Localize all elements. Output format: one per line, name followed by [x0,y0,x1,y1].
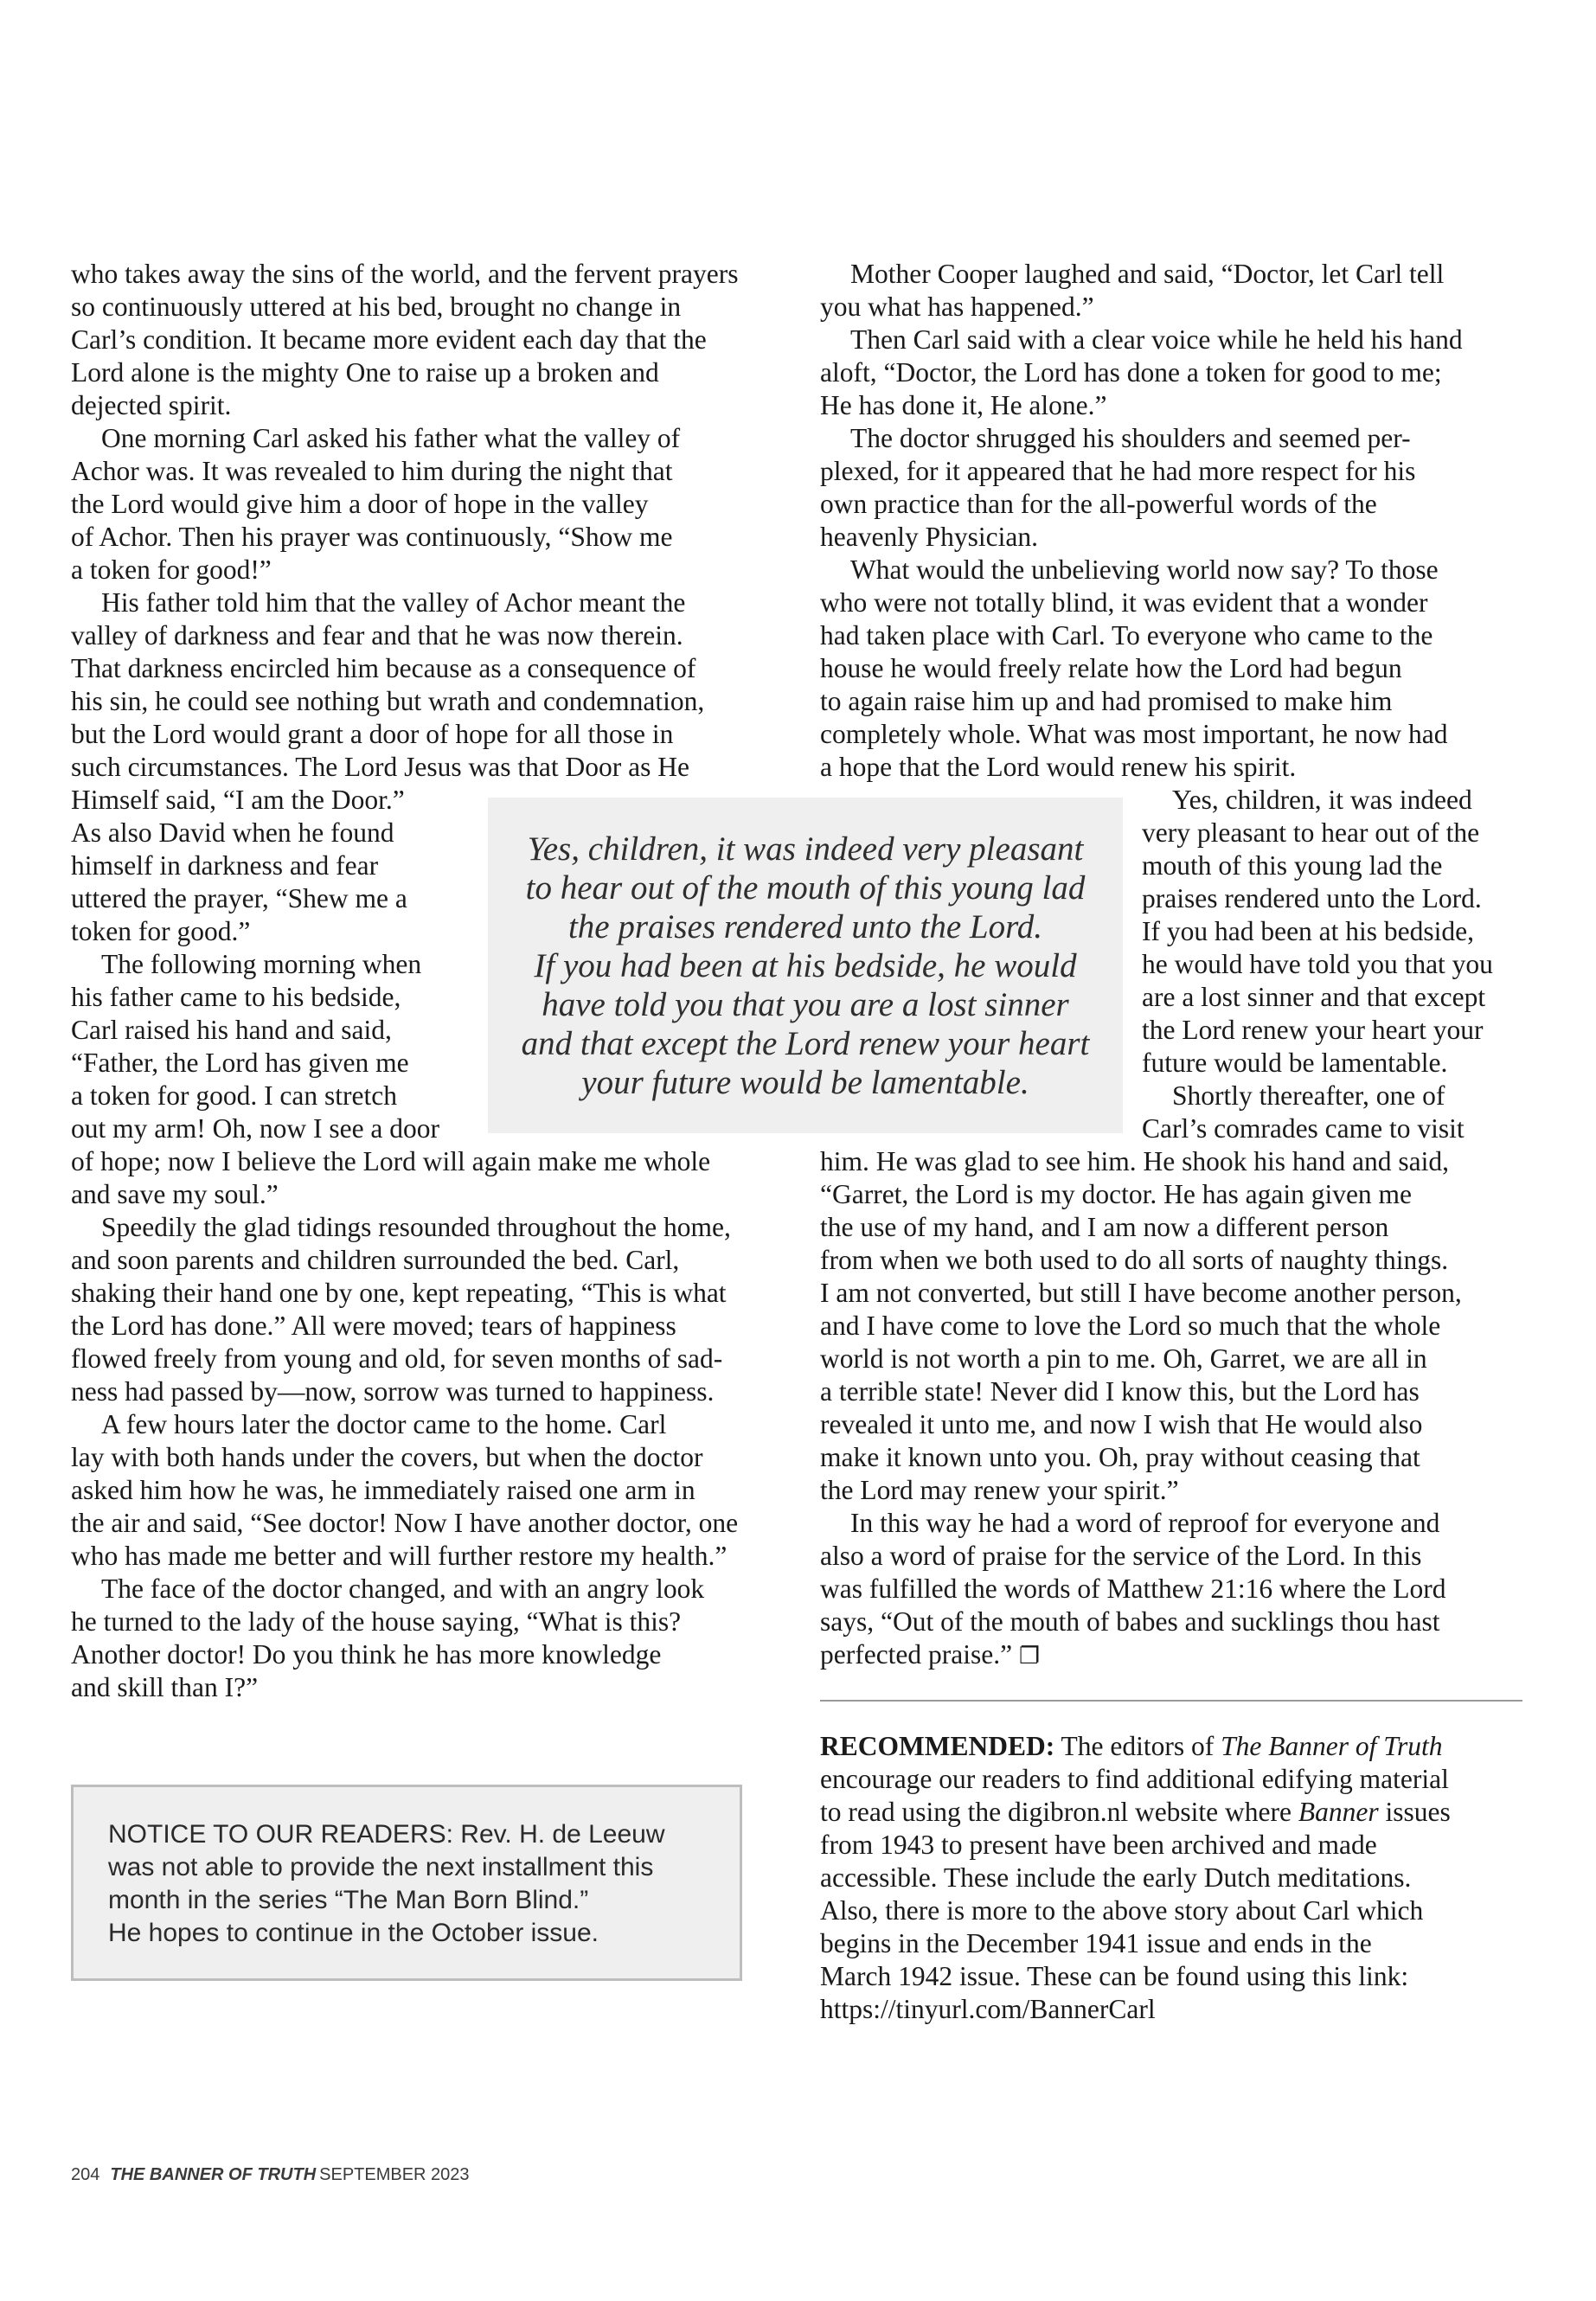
pull-quote-line: If you had been at his bedside, he would [534,946,1077,984]
text-line: Carl’s comrades came to visit [1142,1113,1465,1144]
notice-line: He hopes to continue in the October issue. [108,1919,599,1947]
pull-quote-line: have told you that you are a lost sinner [542,985,1069,1023]
text-line: the Lord may renew your spirit.” [820,1475,1179,1505]
paragraph [820,422,1535,554]
text-line: house he would freely relate how the Lord had begun [820,653,1402,683]
text-line: Shortly thereafter, one of [1172,1080,1445,1111]
text-line: a hope that the Lord would renew his spirit. [820,752,1297,782]
text-line: but the Lord would grant a door of hope for all those in [71,719,674,749]
text-line: the air and said, “See doctor! Now I have another doctor, one [71,1508,739,1538]
text-line: “Garret, the Lord is my doctor. He has again given me [820,1179,1413,1209]
magazine-name: THE BANNER OF TRUTH [110,2165,317,2184]
publication-title: The Banner of Truth [1221,1731,1443,1761]
text-line: his father came to his bedside, [71,982,401,1012]
text-line: plexed, for it appeared that he had more respect for his [820,456,1416,486]
text-line: valley of darkness and fear and that he was now therein. [71,620,683,651]
text-line: so continuously uttered at his bed, brought no change in [71,292,682,322]
pull-quote-line: Yes, children, it was indeed very pleasant [527,830,1084,868]
text-line: are a lost sinner and that except [1142,982,1486,1012]
text-line: and skill than I?” [71,1672,259,1702]
text-line: and save my soul.” [71,1179,279,1209]
text-line: him. He was glad to see him. He shook his hand and said, [820,1146,1450,1176]
paragraph [71,258,791,422]
text-line: he turned to the lady of the house saying, “What is this? [71,1606,682,1637]
text-line: Achor was. It was revealed to him during the night that [71,456,673,486]
text-line: Carl raised his hand and said, [71,1015,392,1045]
text-line: to again raise him up and had promised to make him [820,686,1393,716]
text-line: from 1943 to present have been archived and made [820,1830,1377,1860]
text-line: the Lord renew your heart your [1142,1015,1484,1045]
text-line: Speedily the glad tidings resounded throughout the home, [101,1212,731,1242]
text-line: a terrible state! Never did I know this, but the Lord has [820,1376,1420,1407]
text-line: own practice than for the all-powerful words of the [820,489,1377,519]
text-line: flowed freely from young and old, for seven months of sad- [71,1343,723,1374]
notice-line: NOTICE TO OUR READERS: Rev. H. de Leeuw [108,1820,665,1849]
notice-line: was not able to provide the next installment this [108,1853,654,1881]
text-line: also a word of praise for the service of the Lord. In this [820,1541,1422,1571]
text-line: Lord alone is the mighty One to raise up a broken and [71,357,659,388]
pull-quote-box [488,798,1123,1133]
pull-quote-line: and that except the Lord renew your heart [521,1024,1090,1062]
text-line: token for good.” [71,916,251,946]
text-line: who were not totally blind, it was evident that a wonder [820,587,1428,618]
text-line: and I have come to love the Lord so much that the whole [820,1311,1441,1341]
text-line: himself in darkness and fear [71,850,379,881]
text-line: I am not converted, but still I have become another person, [820,1278,1462,1308]
text-line: heavenly Physician. [820,522,1038,552]
paragraph [820,554,1535,784]
text-line: his sin, he could see nothing but wrath and condemnation, [71,686,705,716]
text-line: In this way he had a word of reproof for everyone and [850,1508,1440,1538]
issue-date: SEPTEMBER 2023 [319,2165,470,2184]
text-line: Carl’s condition. It became more evident each day that the [71,324,707,355]
text-line: revealed it unto me, and now I wish that He would also [820,1409,1423,1439]
text-line [820,1796,1535,1829]
text-line: of Achor. Then his prayer was continuously, “Show me [71,522,673,552]
text-line: dejected spirit. [71,390,232,420]
text-line: Himself said, “I am the Door.” [71,785,405,815]
text-line: Yes, children, it was indeed [1172,785,1472,815]
text-line: Then Carl said with a clear voice while he held his hand [850,324,1463,355]
text-line: The face of the doctor changed, and with an angry look [101,1574,705,1604]
text-line: the Lord would give him a door of hope in the valley [71,489,649,519]
text-line: make it known unto you. Oh, pray without ceasing that [820,1442,1420,1472]
text-line: out my arm! Oh, now I see a door [71,1113,440,1144]
text-line: A few hours later the doctor came to the home. Carl [101,1409,667,1439]
text-line: What would the unbelieving world now say? To those [850,554,1439,585]
paragraph [71,1408,791,1573]
text-line: lay with both hands under the covers, but when the doctor [71,1442,703,1472]
text-line: uttered the prayer, “Shew me a [71,883,407,913]
text-line: That darkness encircled him because as a consequence of [71,653,696,683]
text-line: Mother Cooper laughed and said, “Doctor, let Carl tell [850,259,1445,289]
text-line: Another doctor! Do you think he has more knowledge [71,1639,662,1670]
text-line: a token for good. I can stretch [71,1080,397,1111]
text-line: from when we both used to do all sorts of naughty things. [820,1245,1449,1275]
pull-quote-line: to hear out of the mouth of this young lad [525,868,1086,907]
text-line: the use of my hand, and I am now a different person [820,1212,1389,1242]
page-footer [71,2165,470,2185]
recommended-label: RECOMMENDED: [820,1731,1055,1761]
text-line: If you had been at his bedside, [1142,916,1475,946]
paragraph [71,422,791,586]
text-line: aloft, “Doctor, the Lord has done a token for good to me; [820,357,1442,388]
text-line: you what has happened.” [820,292,1094,322]
text-line: who takes away the sins of the world, and the fervent prayers [71,259,739,289]
text-line: who has made me better and will further restore my health.” [71,1541,727,1571]
pull-quote-line: your future would be lamentable. [581,1063,1029,1101]
text-line: The following morning when [101,949,422,979]
text-line: The doctor shrugged his shoulders and seemed per- [850,423,1411,453]
text-line: and soon parents and children surrounded the bed. Carl, [71,1245,680,1275]
notice-line: month in the series “The Man Born Blind.” [108,1886,589,1914]
text-line: “Father, the Lord has given me [71,1048,409,1078]
text-line: shaking their hand one by one, kept repeating, “This is what [71,1278,727,1308]
section-divider [820,1700,1522,1702]
text-line: March 1942 issue. These can be found using this link: [820,1961,1409,1991]
notice-box [71,1785,742,1981]
text-line: such circumstances. The Lord Jesus was that Door as He [71,752,689,782]
text-fragment: The editors of [1054,1731,1221,1761]
text-line: a token for good!” [71,554,272,585]
page-number: 204 [71,2165,100,2184]
recommended-section [820,1730,1535,2026]
text-line: very pleasant to hear out of the [1142,817,1480,848]
text-line: One morning Carl asked his father what the valley of [101,423,681,453]
text-fragment: issues [1378,1797,1451,1827]
text-fragment: perfected praise.” [820,1639,1013,1670]
paragraph [71,1211,791,1408]
text-line: he would have told you that you [1142,949,1493,979]
text-line: the Lord has done.” All were moved; tears of happiness [71,1311,676,1341]
text-line: world is not worth a pin to me. Oh, Garret, we are all in [820,1343,1427,1374]
paragraph [71,1573,791,1704]
text-line: He has done it, He alone.” [820,390,1107,420]
paragraph [820,324,1535,422]
text-line: begins in the December 1941 issue and ends in the [820,1928,1372,1958]
text-line: of hope; now I believe the Lord will again make me whole [71,1146,711,1176]
link-url[interactable]: https://tinyurl.com/BannerCarl [820,1994,1156,2024]
text-line: His father told him that the valley of Achor meant the [101,587,686,618]
pull-quote-line: the praises rendered unto the Lord. [567,907,1043,945]
text-line [820,1730,1535,1763]
text-line: ness had passed by—now, sorrow was turned to happiness. [71,1376,715,1407]
end-mark-icon: ❐ [1018,1643,1041,1670]
paragraph [820,258,1535,324]
text-fragment: to read using the digibron.nl website where [820,1797,1298,1827]
text-line: asked him how he was, he immediately raised one arm in [71,1475,695,1505]
text-line: had taken place with Carl. To everyone who came to the [820,620,1433,651]
publication-title: Banner [1298,1797,1379,1827]
paragraph [820,1080,1535,1507]
text-line: was fulfilled the words of Matthew 21:16 where the Lord [820,1574,1446,1604]
pull-quote-text [522,830,1090,1102]
text-line: future would be lamentable. [1142,1048,1448,1078]
text-line: mouth of this young lad the [1142,850,1443,881]
text-line: completely whole. What was most important, he now had [820,719,1448,749]
text-line: encourage our readers to find additional edifying material [820,1764,1449,1794]
text-line: accessible. These include the early Dutch meditations. [820,1862,1412,1893]
paragraph [820,1507,1535,1673]
text-line: Also, there is more to the above story about Carl which [820,1895,1424,1926]
text-line: praises rendered unto the Lord. [1142,883,1482,913]
text-line: As also David when he found [71,817,394,848]
text-line [820,1638,1535,1673]
text-line: says, “Out of the mouth of babes and sucklings thou hast [820,1606,1440,1637]
